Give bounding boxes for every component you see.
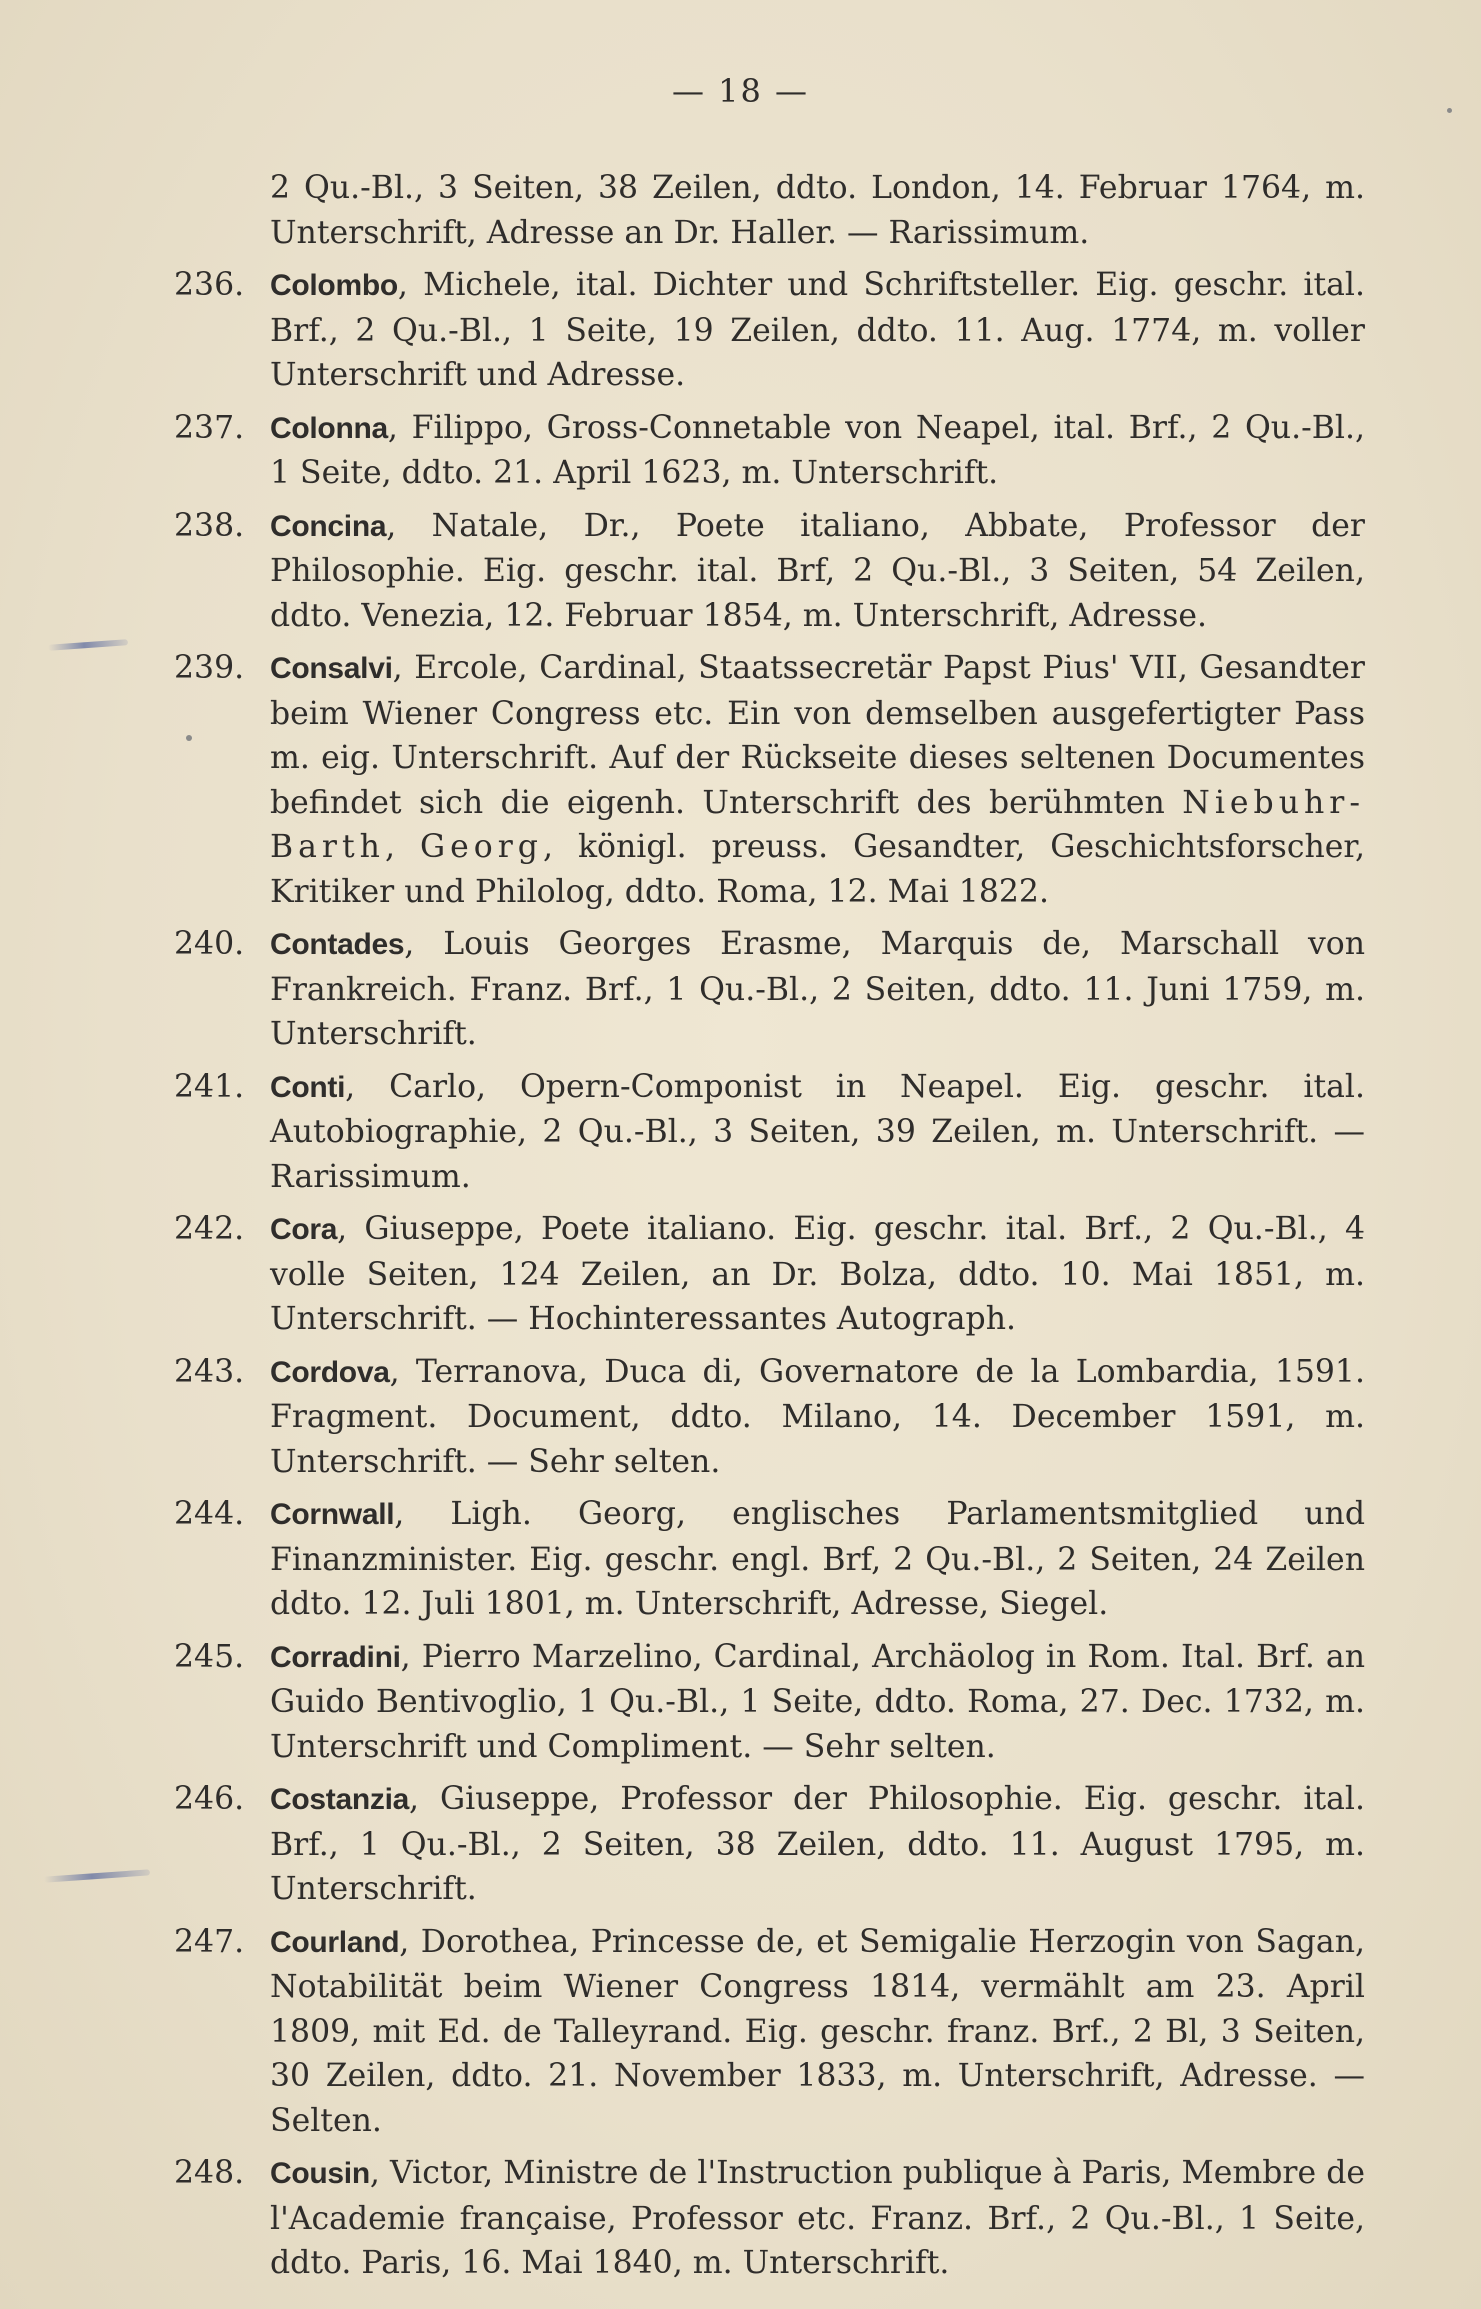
entry-text: , Terranova, Duca di, Governatore de la Lombardia, 1591. Fragment. Document, ddto. Milano, 14. December 1591, m. Unterschrift. — Sehr selten. [270,1353,1365,1480]
entry-name: Cora [270,1213,338,1246]
entry-name: Colombo [270,269,398,302]
entry-name: Cornwall [270,1498,395,1531]
entry-243 [174,1350,1365,1485]
entry-name: Courland [270,1925,400,1959]
entry-name: Consalvi [270,652,393,685]
entry-text: , Michele, ital. Dichter und Schriftsteller. Eig. geschr. ital. Brf., 2 Qu.-Bl., 1 Seite, 19 Zeilen, ddto. 11. Aug. 1774, m. voller Unterschrift und Adresse. [270,267,1365,393]
entry-number: 246. [174,1781,245,1817]
entry-text: , Giuseppe, Poete italiano. Eig. geschr. ital. Brf., 2 Qu.-Bl., 4 volle Seiten, 124 Zeilen, an Dr. Bolza, ddto. 10. Mai 1851, m. Unterschrift. — Hochinteressantes Autograph. [270,1211,1365,1337]
entry-number: 247. [174,1923,245,1960]
entry-number: 238. [174,507,245,544]
pencil-mark-239 [48,639,128,651]
entry-text: , Giuseppe, Professor der Philosophie. Eig. geschr. ital. Brf., 1 Qu.-Bl., 2 Seiten, 38 Zeilen, ddto. 11. August 1795, m. Unterschrift. [270,1781,1365,1907]
entry-246 [174,1777,1365,1912]
entry-247 [174,1920,1365,2144]
entry-name: Concina [270,509,387,543]
entry-name: Conti [270,1070,346,1104]
entry-list [174,166,1365,2294]
entry-number: 241. [174,1068,245,1105]
entry-text: , Natale, Dr., Poete italiano, Abbate, Professor der Philosophie. Eig. geschr. ital. Brf, 2 Qu.-Bl., 3 Seiten, 54 Zeilen, ddto. Venezia, 12. Februar 1854, m. Unterschrift, Adresse. [270,507,1365,634]
entry-number: 239. [174,650,245,686]
entry-240 [174,922,1365,1057]
entry-239 [174,646,1365,914]
entry-number: 242. [174,1211,245,1247]
entry-continuation [180,166,1365,255]
entry-text: , Dorothea, Princesse de, et Semigalie Herzogin von Sagan, Notabilität beim Wiener Congress 1814, vermählt am 23. April 1809, mit Ed. de Talleyrand. Eig. geschr. franz. Brf., 2 Bl, 3 Seiten, 30 Zeilen, ddto. 21. November 1833, m. Unterschrift, Adresse. — Selten. [270,1923,1365,2139]
entry-name: Corradini [270,1640,401,1674]
entry-text: , Ligh. Georg, englisches Parlamentsmitglied und Finanzminister. Eig. geschr. engl. Brf, 2 Qu.-Bl., 2 Seiten, 24 Zeilen ddto. 12. Juli 1801, m. Unterschrift, Adresse, Siegel. [270,1496,1365,1622]
entry-number: 243. [174,1353,245,1390]
entry-245 [174,1635,1365,1770]
pencil-mark-247 [44,1869,150,1882]
entry-number: 236. [174,267,245,303]
entry-text: , Filippo, Gross-Connetable von Neapel, ital. Brf., 2 Qu.-Bl., 1 Seite, ddto. 21. April 1623, m. Unterschrift. [270,409,1365,491]
entry-name: Colonna [270,411,388,445]
entry-name: Costanzia [270,1783,409,1816]
entry-number: 237. [174,409,245,446]
entry-236 [174,263,1365,398]
entry-text: , Victor, Ministre de l'Instruction publique à Paris, Membre de l'Academie française, Professor etc. Franz. Brf., 2 Qu.-Bl., 1 Seite, ddto. Paris, 16. Mai 1840, m. Unterschrift. [270,2155,1365,2281]
entry-name: Cordova [270,1355,390,1389]
entry-238 [174,504,1365,639]
entry-name: Contades [270,928,405,961]
spaced-name: Georg [419,829,543,865]
entry-241 [174,1065,1365,1200]
ink-dot [1447,108,1452,113]
entry-number: 245. [174,1638,245,1675]
entry-237 [174,406,1365,496]
entry-number: 248. [174,2155,245,2191]
spaced-name: Niebuhr-Barth [270,784,1365,865]
entry-text: , [384,829,420,865]
entry-name: Cousin [270,2157,370,2190]
entry-248 [174,2151,1365,2286]
entry-number: 240. [174,926,245,962]
entry-text: , Carlo, Opern-Componist in Neapel. Eig. geschr. ital. Autobiographie, 2 Qu.-Bl., 3 Seiten, 39 Zeilen, m. Unterschrift. — Rarissimum. [270,1068,1365,1195]
entry-242 [174,1207,1365,1342]
entry-text: , Ercole, Cardinal, Staatssecretär Papst Pius' VII, Gesandter beim Wiener Congress etc. Ein von demselben ausgefertigter Pass m. eig. Unterschrift. Auf der Rückseite dieses seltenen Documentes befindet sich die eigenh. Unterschrift des berühmten [270,650,1365,821]
entry-text: , Louis Georges Erasme, Marquis de, Marschall von Frankreich. Franz. Brf., 1 Qu.-Bl., 2 Seiten, ddto. 11. Juni 1759, m. Unterschrift. [270,926,1365,1052]
entry-text: , königl. preuss. Gesandter, Geschichtsforscher, Kritiker und Philolog, ddto. Roma, 12. Mai 1822. [270,829,1365,910]
entry-number: 244. [174,1496,245,1532]
page-number: — 18 — [671,72,810,110]
entry-244 [174,1492,1365,1627]
entry-text: , Pierro Marzelino, Cardinal, Archäolog in Rom. Ital. Brf. an Guido Bentivoglio, 1 Qu.-Bl., 1 Seite, ddto. Roma, 27. Dec. 1732, m. Unterschrift und Compliment. — Sehr selten. [270,1638,1365,1765]
entry-text: 2 Qu.-Bl., 3 Seiten, 38 Zeilen, ddto. London, 14. Februar 1764, m. Unterschrift, Adresse an Dr. Haller. — Rarissimum. [270,170,1365,251]
